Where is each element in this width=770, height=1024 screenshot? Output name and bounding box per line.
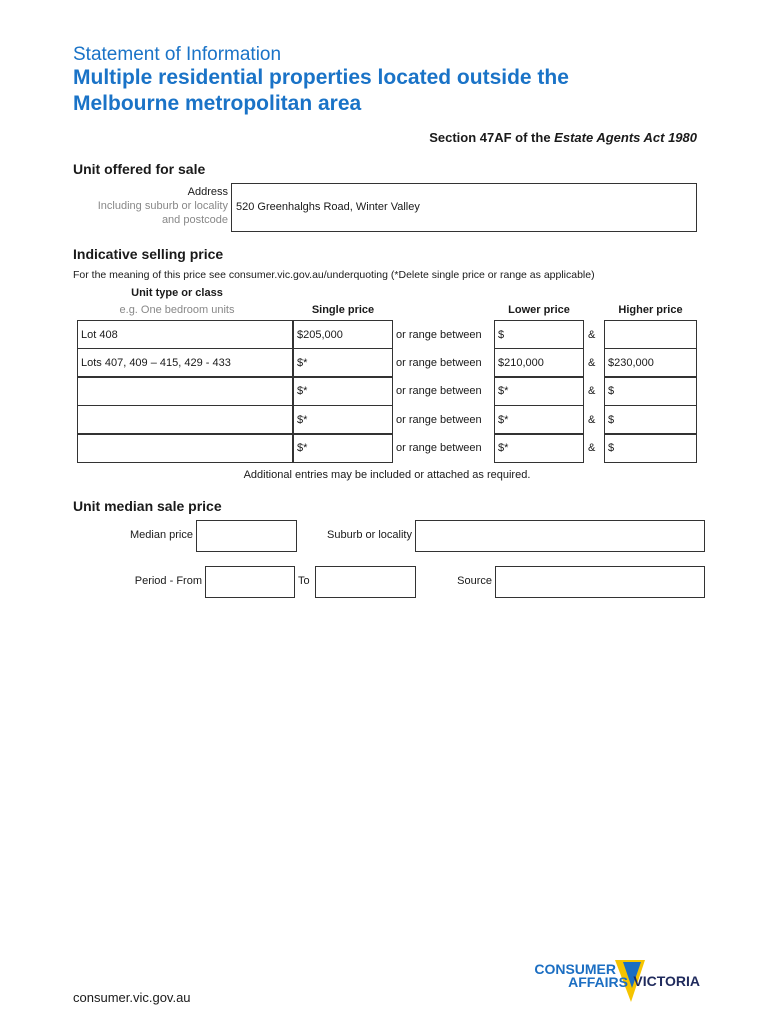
consumer-affairs-victoria-logo xyxy=(527,958,707,1006)
section-reference xyxy=(429,130,697,145)
range-between-text: or range between xyxy=(396,385,482,398)
source-label: Source xyxy=(457,575,492,587)
col-header-unit: Unit type or class xyxy=(131,287,223,299)
unit-type-cell[interactable] xyxy=(77,405,293,434)
additional-entries-note: Additional entries may be included or attached as required. xyxy=(243,469,531,481)
address-label xyxy=(60,185,228,227)
period-from-label: Period - From xyxy=(134,575,202,587)
col-header-lower: Lower price xyxy=(508,304,570,316)
unit-type-cell[interactable] xyxy=(77,434,293,463)
indicative-heading: Indicative selling price xyxy=(73,246,224,262)
ampersand-text: & xyxy=(588,413,596,426)
logo-text-affairs: AFFAIRS xyxy=(568,974,628,990)
higher-price-cell[interactable]: $230,000 xyxy=(604,348,697,377)
unit-type-cell[interactable]: Lot 408 xyxy=(77,320,293,349)
period-from-field[interactable] xyxy=(205,566,295,598)
address-field[interactable]: 520 Greenhalghs Road, Winter Valley xyxy=(231,183,697,232)
title-line-1: Multiple residential properties located outside the xyxy=(73,66,569,89)
ampersand-text: & xyxy=(588,356,596,369)
suburb-label: Suburb or locality xyxy=(327,529,412,541)
lower-price-cell[interactable]: $* xyxy=(494,405,584,434)
address-label-line-3: and postcode xyxy=(161,214,228,226)
higher-price-cell[interactable]: $ xyxy=(604,377,697,406)
single-price-cell[interactable]: $205,000 xyxy=(293,320,393,349)
ampersand-text: & xyxy=(588,442,596,455)
unit-offered-heading: Unit offered for sale xyxy=(73,161,206,177)
document-subtitle: Statement of Information xyxy=(73,44,282,65)
section-prefix: Section 47AF of the xyxy=(429,130,555,145)
document-title xyxy=(73,65,673,117)
higher-price-cell[interactable] xyxy=(604,320,697,349)
lower-price-cell[interactable]: $210,000 xyxy=(494,348,584,377)
address-label-line-1: Address xyxy=(187,186,228,198)
median-price-label: Median price xyxy=(130,529,193,541)
title-line-2: Melbourne metropolitan area xyxy=(73,92,362,115)
logo-text-victoria: VICTORIA xyxy=(633,973,700,989)
suburb-field[interactable] xyxy=(415,520,705,552)
col-header-unit-hint: e.g. One bedroom units xyxy=(119,304,235,316)
range-between-text: or range between xyxy=(396,413,482,426)
lower-price-cell[interactable]: $* xyxy=(494,434,584,463)
logo-graphic xyxy=(527,958,707,1006)
footer-url: consumer.vic.gov.au xyxy=(73,990,191,1005)
range-between-text: or range between xyxy=(396,442,482,455)
ampersand-text: & xyxy=(588,385,596,398)
single-price-cell[interactable]: $* xyxy=(293,348,393,377)
logo-text-consumer: CONSUMER xyxy=(534,961,616,977)
higher-price-cell[interactable]: $ xyxy=(604,434,697,463)
single-price-cell[interactable]: $* xyxy=(293,377,393,406)
act-name: Estate Agents Act 1980 xyxy=(554,130,697,145)
source-field[interactable] xyxy=(495,566,705,598)
col-header-single: Single price xyxy=(311,304,375,316)
range-between-text: or range between xyxy=(396,328,482,341)
lower-price-cell[interactable]: $* xyxy=(494,377,584,406)
lower-price-cell[interactable]: $ xyxy=(494,320,584,349)
unit-type-cell[interactable]: Lots 407, 409 – 415, 429 - 433 xyxy=(77,348,293,377)
median-price-field[interactable] xyxy=(196,520,297,552)
unit-type-cell[interactable] xyxy=(77,377,293,406)
range-between-text: or range between xyxy=(396,356,482,369)
period-to-label: To xyxy=(298,575,310,587)
col-header-higher: Higher price xyxy=(618,304,683,316)
ampersand-text: & xyxy=(588,328,596,341)
single-price-cell[interactable]: $* xyxy=(293,405,393,434)
higher-price-cell[interactable]: $ xyxy=(604,405,697,434)
address-label-line-2: Including suburb or locality xyxy=(97,200,228,212)
median-heading: Unit median sale price xyxy=(73,498,222,514)
single-price-cell[interactable]: $* xyxy=(293,434,393,463)
period-to-field[interactable] xyxy=(315,566,416,598)
indicative-note: For the meaning of this price see consumer.vic.gov.au/underquoting (*Delete single price or range as applicable) xyxy=(73,269,595,281)
